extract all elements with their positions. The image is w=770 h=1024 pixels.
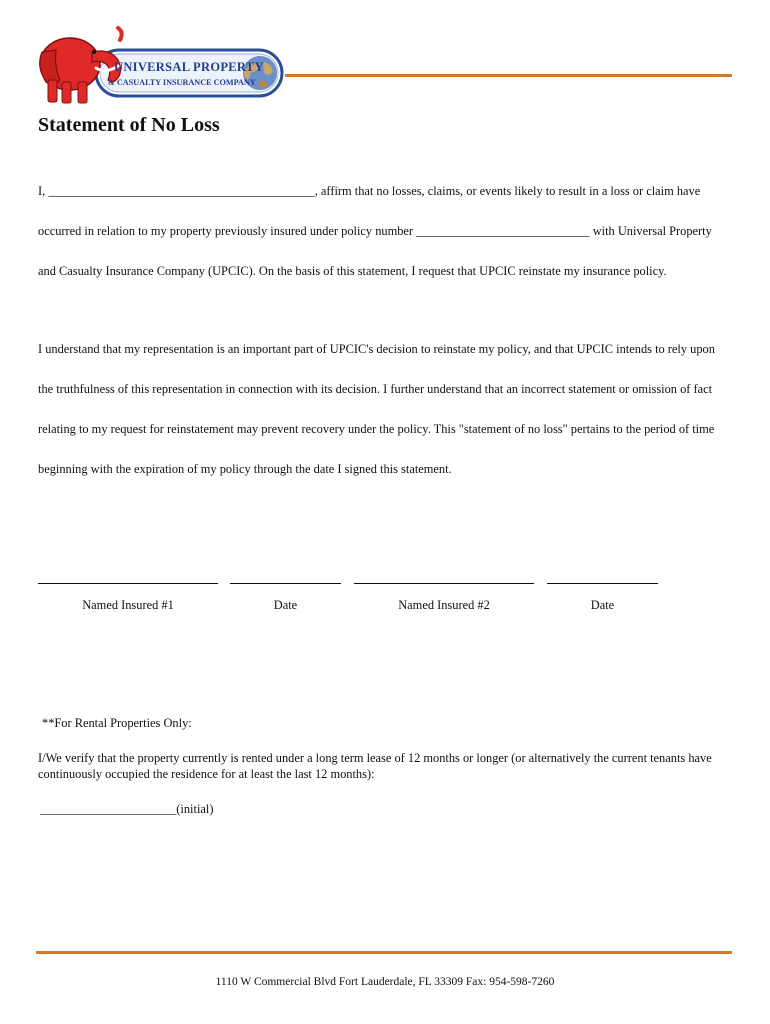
signature-line-date-1[interactable] [230, 583, 341, 584]
signature-line-date-2[interactable] [547, 583, 658, 584]
footer-address: 1110 W Commercial Blvd Fort Lauderdale, FL 33309 Fax: 954-598-7260 [215, 976, 555, 988]
rental-line-1: I/We verify that the property currently is rented under a long term lease of 12 months or longer (or alternatively the current tenants have [38, 751, 712, 765]
logo-company-line1: UNIVERSAL PROPERTY [114, 60, 264, 74]
understanding-line-4: beginning with the expiration of my policy through the date I signed this statement. [38, 462, 452, 476]
signature-line-insured-2[interactable] [354, 583, 534, 584]
company-logo [34, 22, 286, 106]
label-named-insured-2: Named Insured #2 [398, 598, 490, 612]
page-title: Statement of No Loss [38, 114, 220, 136]
statement-line-3: and Casualty Insurance Company (UPCIC). On the basis of this statement, I request that UPCIC reinstate my insurance policy. [38, 264, 667, 278]
label-date-2: Date [590, 598, 615, 612]
signature-line-insured-1[interactable] [38, 583, 218, 584]
label-date-1: Date [273, 598, 298, 612]
footer-rule [36, 951, 732, 954]
label-named-insured-1: Named Insured #1 [82, 598, 174, 612]
logo-company-line2: & CASUALTY INSURANCE COMPANY [108, 78, 256, 87]
header-rule [285, 74, 732, 77]
understanding-line-1: I understand that my representation is an important part of UPCIC's decision to reinstate my policy, and that UPCIC intends to rely upon [38, 342, 715, 356]
statement-line-2: occurred in relation to my property previously insured under policy number ____________________________ with Universal Property [38, 224, 712, 238]
rental-line-2: continuously occupied the residence for at least the last 12 months): [38, 767, 375, 781]
understanding-line-2: the truthfulness of this representation in connection with its decision. I further understand that an incorrect statement or omission of fact [38, 382, 713, 396]
understanding-line-3: relating to my request for reinstatement may prevent recovery under the policy. This "statement of no loss" pertains to the period of time [38, 422, 715, 436]
rental-initial-field[interactable]: ______________________(initial) [40, 802, 214, 816]
statement-line-1: I, ___________________________________________, affirm that no losses, claims, or events likely to result in a loss or claim have [38, 184, 701, 198]
rental-heading: **For Rental Properties Only: [42, 716, 192, 730]
